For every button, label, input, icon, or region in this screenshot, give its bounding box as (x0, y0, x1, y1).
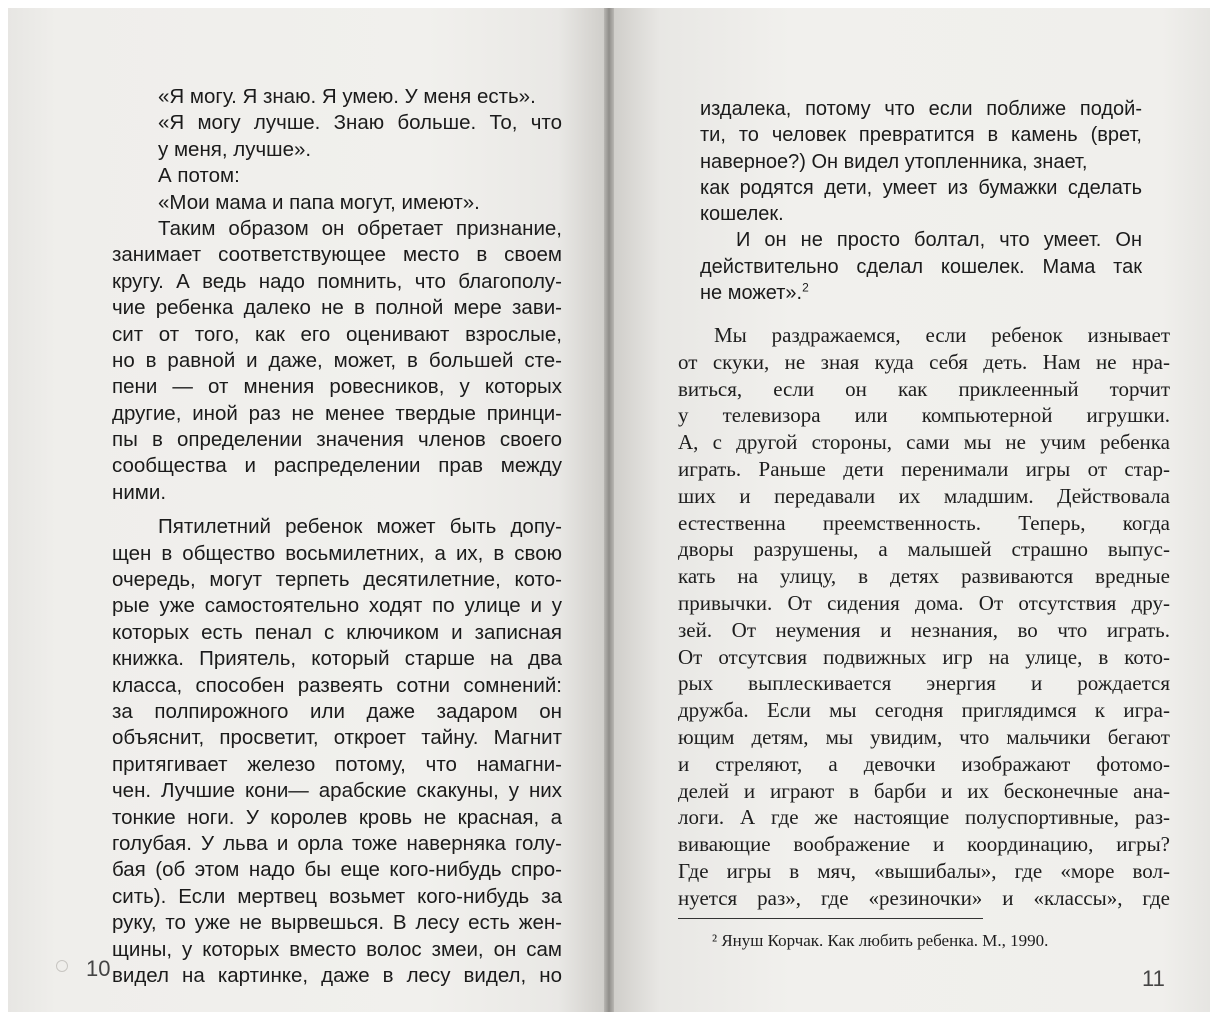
text-line: дружба. Если мы сегодня приглядимся к игра- (678, 698, 1170, 723)
text-line: привычки. От сидения дома. От отсутствия дру- (678, 590, 1170, 615)
text-line: А потом: (158, 164, 240, 188)
text-line: которых есть пенал с ключиком и записная (112, 620, 562, 644)
text-line: ти, то человек превратится в камень (врет, (700, 124, 1142, 147)
text-line: А, с другой стороны, сами мы не учим ребенка (678, 430, 1170, 455)
text-line: зей. От неумения и незнания, во что играть. (678, 617, 1170, 642)
text-line (700, 280, 1142, 306)
text-line: притягивает железо потому, что намагни- (112, 752, 562, 776)
right-page-continuation (700, 96, 1142, 306)
text-line: руку, то уже не вырвешься. В лесу есть жен- (112, 911, 562, 935)
text-line: голубая. У льва и орла тоже наверняка голу- (112, 831, 562, 855)
text-line: занимает соответствующее место в своем (112, 243, 562, 267)
text-line: издалека, потому что если поближе подой- (700, 98, 1142, 120)
text-line: «Я могу лучше. Знаю больше. То, что (158, 111, 562, 135)
paragraph-gap (112, 506, 562, 514)
text-line: от скуки, не зная куда себя деть. Нам не нра- (678, 349, 1170, 374)
text-line: действительно сделал кошелек. Мама так (700, 255, 1142, 278)
text-line: сит от того, как его оценивают взрослые, (112, 322, 562, 346)
text-line: объяснит, просветит, откроет тайну. Магнит (112, 726, 562, 750)
text-line: виться, если он как приклеенный торчит (678, 376, 1170, 401)
text-line: у телевизора или компьютерной игрушки. (678, 403, 1170, 428)
text-line: Мы раздражаемся, если ребенок изнывает (714, 323, 1170, 347)
text-line: чие ребенка далеко не в полной мере зави- (112, 296, 562, 320)
text-line: очередь, могут терпеть десятилетние, кото- (112, 568, 562, 592)
text-line: дворы разрушены, а малышей страшно выпус- (678, 537, 1170, 562)
text-line: кругу. А ведь надо помнить, что благополу- (112, 269, 562, 293)
text-line: пы в определении значения членов своего (112, 428, 562, 452)
book-gutter (604, 8, 614, 1012)
text-line: «Я могу. Я знаю. Я умею. У меня есть». (158, 85, 536, 108)
text-line: и стреляют, а девочки изображают фотомо- (678, 751, 1170, 776)
text-line: рые уже самостоятельно ходят по улице и у (112, 594, 562, 618)
text-line: но в равной и даже, может, в большей сте- (112, 348, 562, 372)
text-line: тонкие ноги. У королев кровь не красная, а (112, 805, 562, 829)
text-line: другие, иной раз не менее твердые принци- (112, 401, 562, 425)
footnote: ² Януш Корчак. Как любить ребенка. М., 1990. (712, 931, 1049, 950)
text-line: нуется раз», где «резиночки» и «классы», где (678, 885, 1170, 910)
page-mark-circle (56, 960, 68, 972)
text-line: бая (об этом надо бы еще кого-нибудь спро- (112, 858, 562, 882)
text-line: делей и играют в барби и их бесконечные ана- (678, 778, 1170, 803)
page-number-right: 11 (1142, 966, 1165, 991)
text-line: книжка. Приятель, который старше на два (112, 647, 562, 671)
text-line: Где игры в мяч, «вышибалы», где «море вол- (678, 858, 1170, 883)
right-page-body (678, 322, 1170, 912)
text-line: наверное?) Он видел утопленника, знает, (700, 150, 1088, 173)
text-line: щен в общество восьмилетних, а их, в свою (112, 541, 562, 565)
text-line: И он не просто болтал, что умеет. Он (736, 229, 1142, 252)
text-line: ших и передавали их младшим. Действовала (678, 483, 1170, 508)
page-number-left: 10 (86, 956, 111, 981)
left-page-text (112, 84, 562, 989)
text-line: ющим детям, мы увидим, что мальчики бегают (678, 724, 1170, 749)
text-line: Таким образом он обретает признание, (158, 216, 562, 240)
text-line: играть. Раньше дети перенимали игры от стар- (678, 456, 1170, 481)
text-line: как родятся дети, умеет из бумажки сделать (700, 176, 1142, 199)
text-line: кать на улицу, в детях развиваются вредные (678, 564, 1170, 589)
text-line: вивающие воображение и координацию, игры? (678, 832, 1170, 857)
text-line: сить). Если мертвец возьмет кого-нибудь за (112, 884, 562, 908)
quote-end-text: не может». (700, 282, 803, 305)
text-line: пени — от мнения ровесников, у которых (112, 375, 562, 399)
text-line: за полпирожного или даже задаром он (112, 699, 562, 723)
text-line: «Мои мама и папа могут, имеют». (158, 190, 480, 214)
text-line: ними. (112, 480, 167, 504)
text-line: логи. А где же настоящие полуспортивные, раз- (678, 805, 1170, 830)
text-line: От отсутсвия подвижных игр на улице, в кото- (678, 644, 1170, 669)
footnote-rule (678, 918, 983, 919)
text-line: рых выплескивается энергия и рождается (678, 671, 1170, 696)
text-line: видел на картинке, даже в лесу видел, но (112, 963, 562, 987)
text-line: естественна преемственность. Теперь, когда (678, 510, 1170, 535)
text-line: кошелек. (700, 203, 784, 226)
text-line: класса, способен развеять сотни сомнений: (112, 673, 562, 697)
text-line: щины, у которых вместо волос змеи, он сам (112, 937, 562, 961)
text-line: чен. Лучшие кони— арабские скакуны, у них (112, 779, 562, 803)
footnote-reference: 2 (802, 280, 809, 295)
text-line: Пятилетний ребенок может быть допу- (158, 515, 562, 539)
text-line: сообщества и распределении прав между (112, 454, 562, 478)
text-line: у меня, лучше». (158, 137, 312, 161)
